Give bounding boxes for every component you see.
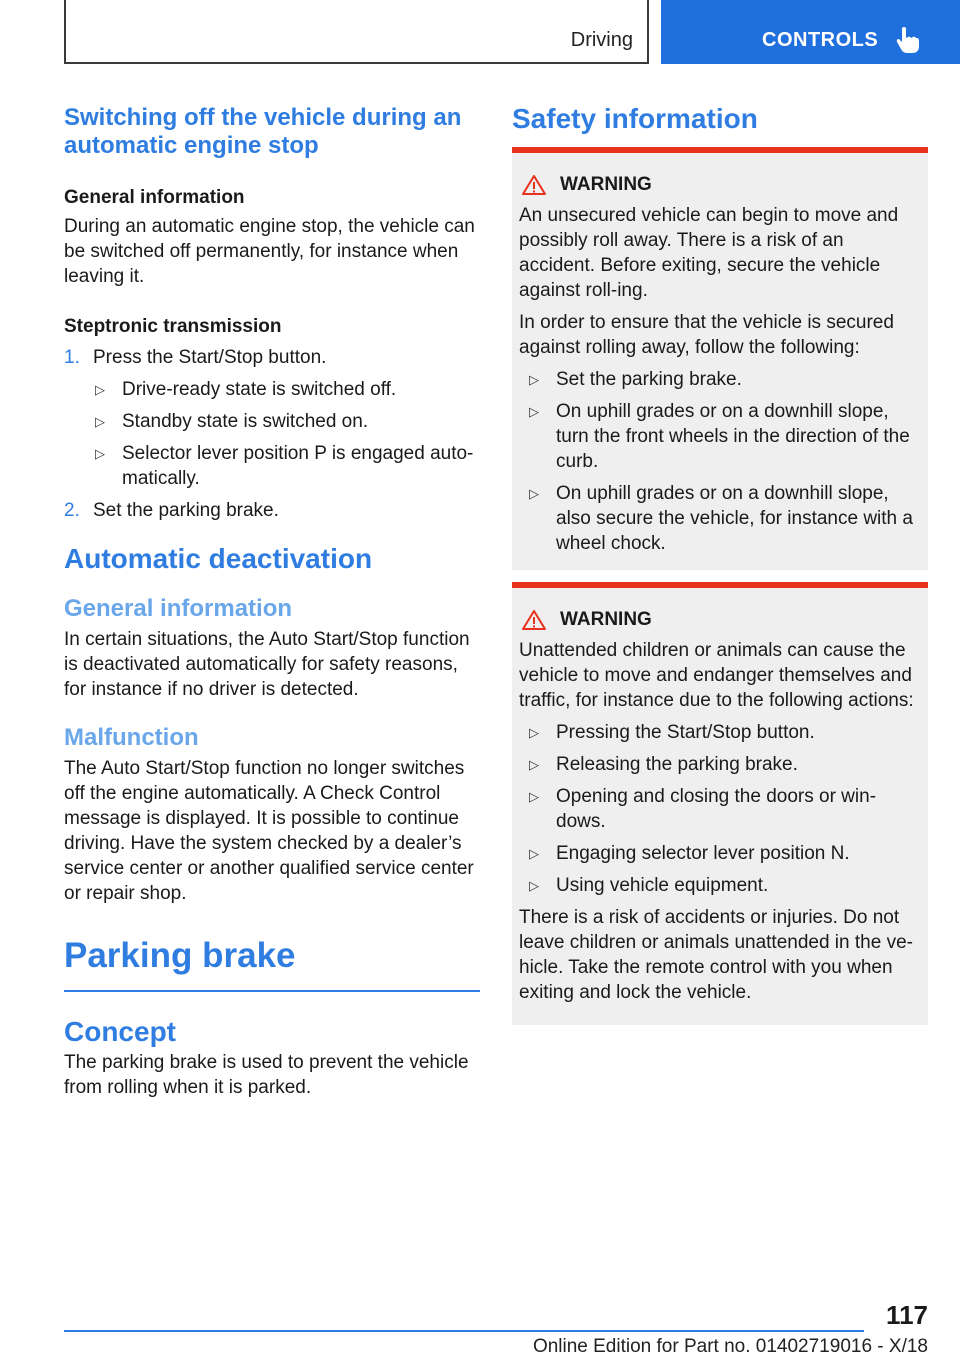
triangle-bullet-icon: ▷ — [529, 404, 539, 419]
bullet-item — [527, 367, 921, 392]
controls-tab-label: CONTROLS — [762, 29, 879, 51]
warning-label: WARNING — [560, 174, 652, 195]
triangle-bullet-icon: ▷ — [529, 725, 539, 740]
triangle-bullet-icon: ▷ — [529, 372, 539, 387]
bullet-text: On uphill grades or on a downhill slope, turn the front wheels in the direction of the curb. — [556, 401, 910, 472]
general-info-text: During an automatic engine stop, the vehicle can be switched off permanently, for instance when leaving it. — [64, 216, 475, 287]
steptronic-steps — [64, 345, 480, 523]
parking-brake-heading: Parking brake — [64, 936, 296, 975]
malfunction-text: The Auto Start/Stop function no longer switches off the engine automatically. A Check Control message is displayed. It is possible to continue driving. Have the system checked by a dealer’s service center or another qualified service center or repair shop. — [64, 758, 474, 904]
bullet-item — [93, 441, 480, 491]
step-number: 1. — [64, 347, 80, 368]
bullet-text: Drive-ready state is switched off. — [122, 379, 397, 400]
step-text: Press the Start/Stop button. — [93, 347, 327, 368]
warning-header — [519, 173, 921, 197]
bullet-text: Set the parking brake. — [556, 369, 742, 390]
bullet-text: Pressing the Start/Stop button. — [556, 722, 815, 743]
warning-text: In order to ensure that the vehicle is secured against rolling away, follow the following: — [519, 312, 894, 358]
switching-off-heading-line2: automatic engine stop — [64, 132, 319, 159]
bullet-text: Engaging selector lever position N. — [556, 843, 850, 864]
warning-triangle-icon — [521, 609, 547, 631]
bullet-text: Releasing the parking brake. — [556, 754, 798, 775]
triangle-bullet-icon: ▷ — [95, 446, 105, 461]
warning-box — [512, 147, 928, 570]
warning-triangle-icon — [521, 174, 547, 196]
bullet-text: Standby state is switched on. — [122, 411, 369, 432]
step-text: Set the parking brake. — [93, 500, 279, 521]
warning-label: WARNING — [560, 609, 652, 630]
bullet-item — [527, 752, 921, 777]
auto-general-heading: General information — [64, 595, 293, 622]
bullet-item — [527, 784, 921, 834]
auto-general-text: In certain situations, the Auto Start/Stop function is deactivated automatically for safety reasons, for instance if no driver is detected. — [64, 629, 470, 700]
page-number: 117 — [886, 1300, 928, 1330]
triangle-bullet-icon: ▷ — [95, 414, 105, 429]
warning-box — [512, 582, 928, 1025]
warning-header — [519, 608, 921, 632]
step1-bullets — [93, 377, 480, 491]
triangle-bullet-icon: ▷ — [529, 846, 539, 861]
concept-text: The parking brake is used to prevent the vehicle from rolling when it is parked. — [64, 1052, 469, 1098]
controls-tab[interactable] — [661, 0, 960, 64]
footer-rule — [64, 1330, 864, 1332]
malfunction-heading: Malfunction — [64, 724, 199, 751]
header-section-box — [64, 0, 649, 64]
bullet-item — [527, 481, 921, 556]
edition-text: Online Edition for Part no. 01402719016 - X/18 — [532, 1336, 928, 1357]
step-item — [64, 498, 480, 523]
right-column — [512, 100, 928, 1025]
triangle-bullet-icon: ▷ — [529, 878, 539, 893]
bullet-item — [527, 841, 921, 866]
bullet-item — [93, 377, 480, 402]
triangle-bullet-icon: ▷ — [529, 486, 539, 501]
warning-text: An unsecured vehicle can begin to move and possibly roll away. There is a risk of an accident. Before exiting, secure the vehicle against roll-ing. — [519, 205, 899, 301]
triangle-bullet-icon: ▷ — [95, 382, 105, 397]
parking-brake-rule — [64, 990, 480, 992]
bullet-text: Using vehicle equipment. — [556, 875, 769, 896]
step-item — [64, 345, 480, 491]
automatic-deactivation-heading: Automatic deactivation — [64, 543, 373, 574]
triangle-bullet-icon: ▷ — [529, 757, 539, 772]
bullet-text: Opening and closing the doors or win-dows. — [556, 786, 877, 832]
switching-off-heading-line1: Switching off the vehicle during an — [64, 104, 462, 131]
steptronic-title: Steptronic transmission — [64, 316, 282, 337]
pointing-hand-icon — [895, 26, 921, 54]
warning-text: There is a risk of accidents or injuries. Do not leave children or animals unattended in the ve-hicle. Take the remote control with you when exiting and lock the vehicle. — [519, 907, 913, 1003]
warning-text: Unattended children or animals can cause the vehicle to move and endanger themselves and traffic, for instance due to the following actions: — [519, 640, 914, 711]
header-section-title: Driving — [570, 29, 633, 51]
bullet-text: On uphill grades or on a downhill slope, also secure the vehicle, for instance with a wheel chock. — [556, 483, 913, 554]
left-column — [64, 100, 480, 1100]
bullet-text: Selector lever position P is engaged auto-matically. — [122, 443, 474, 489]
warning-bullets — [519, 720, 921, 898]
step-number: 2. — [64, 500, 80, 521]
bullet-item — [527, 720, 921, 745]
warning-bullets — [519, 367, 921, 556]
switching-off-heading — [64, 104, 480, 160]
bullet-item — [93, 409, 480, 434]
general-info-title: General information — [64, 187, 245, 208]
triangle-bullet-icon: ▷ — [529, 789, 539, 804]
bullet-item — [527, 873, 921, 898]
safety-information-heading: Safety information — [512, 103, 758, 134]
concept-heading: Concept — [64, 1016, 176, 1047]
bullet-item — [527, 399, 921, 474]
